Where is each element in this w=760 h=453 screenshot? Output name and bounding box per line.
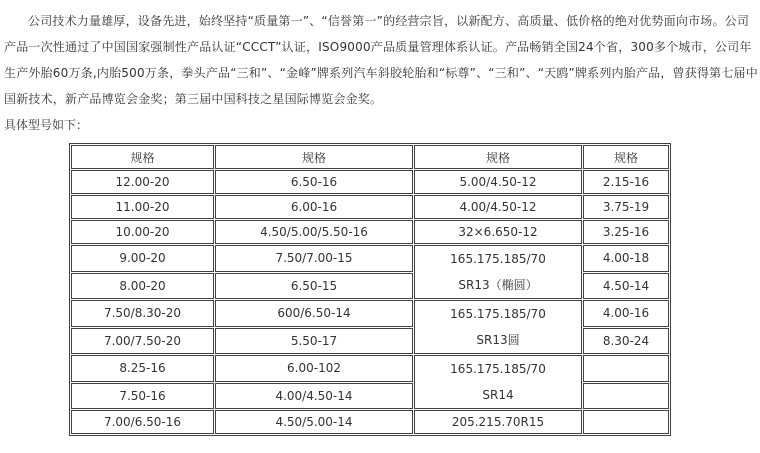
header-row	[71, 145, 669, 169]
spec-cell: 3.25-16	[583, 220, 669, 244]
spec-cell	[414, 300, 582, 354]
table-row	[71, 410, 669, 434]
spec-cell-line: 165.175.185/70	[450, 307, 546, 321]
spec-cell: 4.00/4.50-12	[414, 195, 582, 219]
spec-cell: 8.30-24	[583, 328, 669, 355]
spec-cell	[414, 245, 582, 299]
spec-cell: 8.25-16	[71, 355, 214, 382]
spec-header-cell: 规格	[414, 145, 582, 169]
table-row	[71, 245, 669, 272]
spec-cell: 6.50-15	[215, 273, 413, 300]
spec-cell: 4.50/5.00/5.50-16	[215, 220, 413, 244]
table-row	[71, 220, 669, 244]
spec-cell: 600/6.50-14	[215, 300, 413, 327]
spec-cell-line: SR13（椭圆）	[458, 278, 538, 292]
spec-cell: 9.00-20	[71, 245, 214, 272]
spec-table	[69, 143, 671, 436]
spec-cell-line: 165.175.185/70	[450, 252, 546, 266]
table-row	[71, 300, 669, 327]
spec-cell: 7.00/7.50-20	[71, 328, 214, 355]
spec-header-cell: 规格	[215, 145, 413, 169]
spec-header-cell: 规格	[71, 145, 214, 169]
spec-cell	[583, 383, 669, 410]
table-row	[71, 355, 669, 382]
spec-cell: 5.50-17	[215, 328, 413, 355]
spec-cell: 7.00/6.50-16	[71, 410, 214, 434]
table-row	[71, 195, 669, 219]
intro-paragraph: 公司技术力量雄厚，设备先进，始终坚持“质量第一”、“信誉第一”的经营宗旨，以新配方、高质量、低价格的绝对优势面向市场。公司产品一次性通过了中国国家强制性产品认证“CCCT”认证，ISO9000产品质量管理体系认证。产品畅销全国24个省，300多个城市，公司年生产外胎60万条,内胎500万条，拳头产品“三和”、“金峰”牌系列汽车斜胶轮胎和“标尊”、“三和”、“天鸥”牌系列内胎产品，曾获得第七届中国新技术，新产品博览会金奖；第三届中国科技之星国际博览会金奖。	[4, 14, 758, 106]
spec-cell: 12.00-20	[71, 170, 214, 194]
spec-cell	[583, 410, 669, 434]
spec-cell-line: SR14	[482, 388, 514, 402]
spec-cell: 7.50-16	[71, 383, 214, 410]
table-row	[71, 170, 669, 194]
spec-cell: 4.50-14	[583, 273, 669, 300]
spec-cell-line: 165.175.185/70	[450, 362, 546, 376]
spec-cell: 4.50/5.00-14	[215, 410, 413, 434]
spec-cell: 2.15-16	[583, 170, 669, 194]
spec-cell	[414, 355, 582, 409]
spec-cell-line: SR13圆	[476, 333, 520, 347]
table-caption: 具体型号如下：	[4, 118, 89, 132]
spec-cell: 6.50-16	[215, 170, 413, 194]
spec-cell: 8.00-20	[71, 273, 214, 300]
spec-cell: 205.215.70R15	[414, 410, 582, 434]
spec-cell	[583, 355, 669, 382]
spec-cell: 32×6.650-12	[414, 220, 582, 244]
spec-cell: 4.00-16	[583, 300, 669, 327]
spec-cell: 6.00-16	[215, 195, 413, 219]
spec-cell: 10.00-20	[71, 220, 214, 244]
spec-table-head	[71, 145, 669, 169]
spec-cell: 5.00/4.50-12	[414, 170, 582, 194]
spec-cell: 4.00-18	[583, 245, 669, 272]
spec-cell: 7.50/7.00-15	[215, 245, 413, 272]
spec-cell: 3.75-19	[583, 195, 669, 219]
spec-table-body	[71, 170, 669, 434]
spec-header-cell: 规格	[583, 145, 669, 169]
spec-cell: 11.00-20	[71, 195, 214, 219]
spec-cell: 7.50/8.30-20	[71, 300, 214, 327]
spec-cell: 4.00/4.50-14	[215, 383, 413, 410]
spec-cell: 6.00-102	[215, 355, 413, 382]
